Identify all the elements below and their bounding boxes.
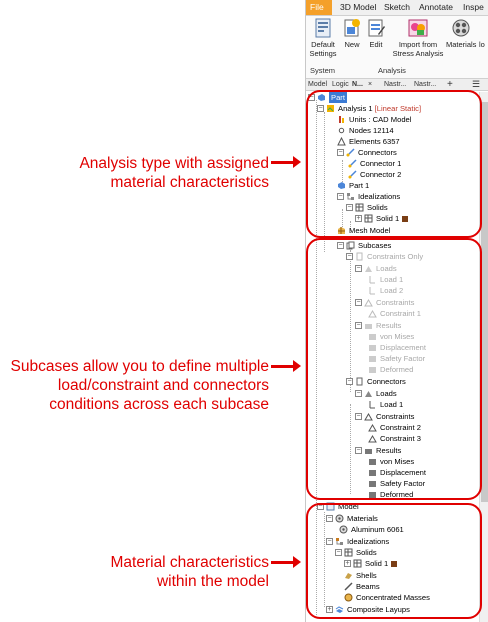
menu-sketch[interactable]: Sketch xyxy=(384,2,410,12)
materials-icon xyxy=(450,18,472,38)
analysis-type-tag: [Linear Static] xyxy=(374,104,422,113)
menu-file[interactable]: File xyxy=(306,0,332,15)
tree-label: Constraint 2 xyxy=(380,423,421,432)
tab-logic[interactable]: Logic xyxy=(332,81,349,88)
tree-label: Displacement xyxy=(380,468,427,477)
tree-label: Solid 1 xyxy=(365,559,389,568)
tab-nastran-2[interactable]: Nastr... xyxy=(414,81,437,88)
edit-analysis-label: Edit xyxy=(369,40,383,49)
tree-label: Constraint 1 xyxy=(380,309,421,318)
expand-icon[interactable]: + xyxy=(356,215,361,222)
tree-label: Materials xyxy=(347,514,378,523)
import-stress-icon xyxy=(407,18,429,38)
annotation-line: Analysis type with assigned xyxy=(79,155,269,172)
edit-analysis-button[interactable] xyxy=(365,18,387,49)
tree-label: Mesh Model xyxy=(349,226,391,235)
tree-label: von Mises xyxy=(380,332,415,341)
collapse-icon[interactable]: − xyxy=(318,503,323,510)
default-settings-icon xyxy=(312,18,334,38)
tree-label: Deformed xyxy=(380,365,414,374)
tree-label: Constraints Only xyxy=(367,252,424,261)
tree-label: Solids xyxy=(356,548,377,557)
tree-label: Deformed xyxy=(380,490,414,499)
tree-label: Constraints xyxy=(376,412,415,421)
annotation-analysis-type xyxy=(20,154,269,192)
collapse-icon[interactable]: − xyxy=(318,105,323,112)
tree-label: Concentrated Masses xyxy=(356,593,430,602)
tree-label: Load 2 xyxy=(380,286,404,295)
menu-3d-model[interactable]: 3D Model xyxy=(340,2,377,12)
tree-label: Elements 6357 xyxy=(349,137,400,146)
tree-label: Results xyxy=(376,321,402,330)
menu-annotate[interactable]: Annotate xyxy=(419,2,454,12)
tree-label: Idealizations xyxy=(358,192,401,201)
lo-label: lo xyxy=(479,40,485,49)
collapse-icon[interactable]: − xyxy=(356,265,361,272)
highlight-subcases xyxy=(306,238,482,500)
collapse-icon[interactable]: − xyxy=(356,413,361,420)
default-settings-label: Default Settings xyxy=(309,40,337,58)
tree-label: Constraint 3 xyxy=(380,434,421,443)
collapse-icon[interactable]: − xyxy=(338,193,343,200)
tree-label: Connectors xyxy=(358,148,397,157)
menu-inspect[interactable]: Inspe xyxy=(463,2,484,12)
tree-label: Model xyxy=(338,502,359,511)
tree-label: Solid 1 xyxy=(376,214,400,223)
collapse-icon[interactable]: − xyxy=(356,299,361,306)
collapse-icon[interactable]: − xyxy=(309,94,314,101)
tree-label: Aluminum 6061 xyxy=(351,525,404,534)
tree-label: Results xyxy=(376,446,402,455)
tree-label: Beams xyxy=(356,582,380,591)
expand-icon[interactable]: + xyxy=(345,560,350,567)
tab-model[interactable]: Model xyxy=(308,81,328,88)
collapse-icon[interactable]: − xyxy=(347,253,352,260)
tree-label: Subcases xyxy=(358,241,392,250)
collapse-icon[interactable]: − xyxy=(356,447,361,454)
materials-button[interactable] xyxy=(446,18,476,49)
collapse-icon[interactable]: − xyxy=(347,378,352,385)
collapse-icon[interactable]: − xyxy=(336,549,341,556)
materials-label: Materials xyxy=(446,40,477,49)
annotation-line: load/constraint and connectors xyxy=(57,377,269,394)
arrow-material xyxy=(271,561,295,564)
tree-label: Displacement xyxy=(380,343,427,352)
tree-label: Constraints xyxy=(376,298,415,307)
annotation-line: within the model xyxy=(156,573,269,590)
arrow-analysis-type xyxy=(271,161,295,164)
import-stress-label: Import from Stress Analysis xyxy=(392,40,444,58)
menu-bar xyxy=(306,0,488,16)
group-analysis: Analysis xyxy=(378,66,406,75)
tree-label: Units : CAD Model xyxy=(349,115,412,124)
tab-n[interactable]: N... xyxy=(352,81,363,88)
annotation-material xyxy=(40,553,269,591)
edit-analysis-icon xyxy=(365,18,387,38)
highlight-model xyxy=(306,503,482,619)
tree-label: Safety Factor xyxy=(380,479,426,488)
import-stress-analysis-button[interactable] xyxy=(390,18,446,58)
tree-label: Safety Factor xyxy=(380,354,426,363)
tree-label: Analysis 1 xyxy=(338,104,373,113)
tree-label: Composite Layups xyxy=(347,605,410,614)
new-analysis-icon xyxy=(341,18,363,38)
annotation-line: Material characteristics xyxy=(110,554,269,571)
collapse-icon[interactable]: − xyxy=(327,538,332,545)
annotation-line: material characteristics xyxy=(110,174,269,191)
collapse-icon[interactable]: − xyxy=(356,390,361,397)
collapse-icon[interactable]: − xyxy=(338,242,343,249)
annotation-line: conditions across each subcase xyxy=(49,396,269,413)
collapse-icon[interactable]: − xyxy=(338,149,343,156)
expand-icon[interactable]: + xyxy=(327,606,332,613)
tree-label: Shells xyxy=(356,571,377,580)
new-analysis-label: New xyxy=(344,40,360,49)
close-tab-icon[interactable]: × xyxy=(368,81,373,88)
tree-label: Loads xyxy=(376,389,397,398)
highlight-analysis xyxy=(306,90,482,238)
collapse-icon[interactable]: − xyxy=(327,515,332,522)
annotation-line: Subcases allow you to define multiple xyxy=(10,358,269,375)
tree-label: Connector 1 xyxy=(360,159,402,168)
collapse-icon[interactable]: − xyxy=(347,204,352,211)
tree-label: von Mises xyxy=(380,457,415,466)
arrow-subcases xyxy=(271,365,295,368)
collapse-icon[interactable]: − xyxy=(356,322,361,329)
group-system: System xyxy=(310,66,336,75)
tree-label: Connector 2 xyxy=(360,170,402,179)
tree-label: Idealizations xyxy=(347,537,390,546)
tree-label: Part xyxy=(331,93,345,102)
lo-button[interactable] xyxy=(479,18,488,49)
tab-nastran-1[interactable]: Nastr... xyxy=(384,81,407,88)
tree-label: Load 1 xyxy=(380,275,404,284)
ribbon xyxy=(306,16,488,79)
lo-icon xyxy=(479,18,488,38)
annotation-subcases xyxy=(0,357,269,414)
tree-label: Part 1 xyxy=(349,181,370,190)
menu-icon[interactable]: ☰ xyxy=(472,79,481,89)
tree-label: Loads xyxy=(376,264,397,273)
scrollbar-thumb[interactable] xyxy=(481,102,488,502)
new-analysis-button[interactable] xyxy=(341,18,363,49)
tree-label: Solids xyxy=(367,203,388,212)
tree-label: Connectors xyxy=(367,377,406,386)
default-settings-button[interactable] xyxy=(308,18,338,58)
tree-label: Nodes 12114 xyxy=(349,126,394,135)
tree-label: Load 1 xyxy=(380,400,404,409)
add-tab-icon[interactable]: + xyxy=(447,79,453,90)
